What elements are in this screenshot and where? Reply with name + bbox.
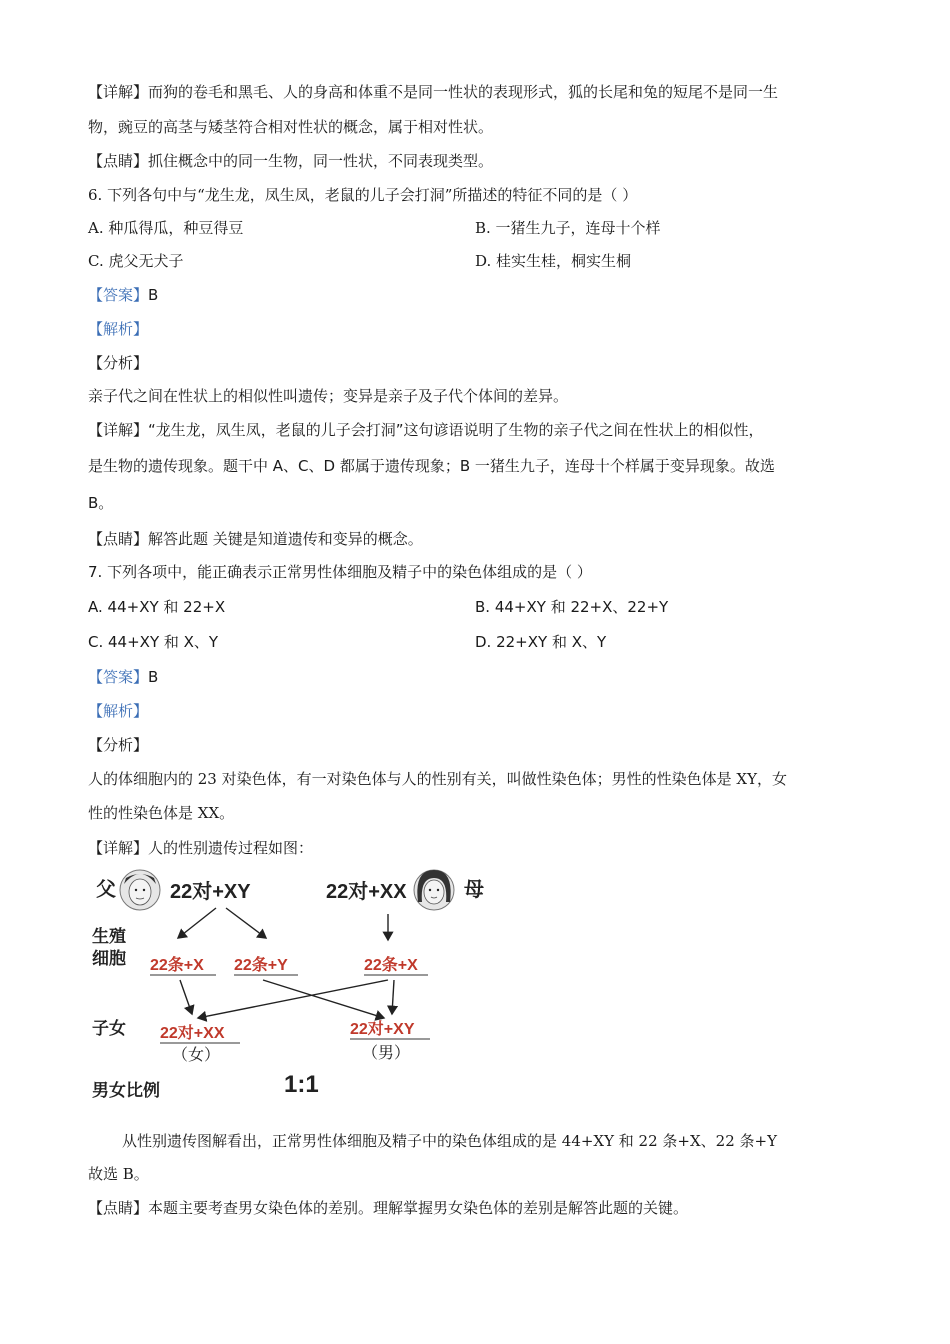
arrow-father-to-x [178, 908, 216, 938]
child-daughter-sex: （女） [172, 1047, 221, 1064]
mother-label: 母 [464, 879, 484, 901]
gamete-x-father: 22条+X [150, 957, 204, 974]
q7-option-a[interactable]: A. 44+XY 和 22+X [88, 598, 226, 616]
q6-detail-line-2: 是生物的遗传现象。题干中 A、C、D 都属于遗传现象；B 一猪生九子，连母十个样属于变异现象。故选 [88, 457, 775, 475]
detail-tag: 【详解】 [88, 83, 149, 101]
q7-analysis-tag: 【解析】 [88, 702, 149, 720]
row-label-ratio: 男女比例 [92, 1081, 160, 1100]
intro-detail-line-2: 物，豌豆的高茎与矮茎符合相对性状的概念，属于相对性状。 [88, 118, 494, 136]
q7-fenxi-line-1: 人的体细胞内的 23 对染色体，有一对染色体与人的性别有关，叫做性染色体；男性的性染色体是 XY，女 [88, 770, 787, 788]
gamete-x-mother: 22条+X [364, 957, 418, 974]
q7-fenxi-line-2: 性的性染色体是 XX。 [88, 804, 235, 822]
q6-fenxi-tag: 【分析】 [88, 354, 149, 372]
q7-conclusion: 从性别遗传图解看出，正常男性体细胞及精子中的染色体组成的是 44+XY 和 22 条+X、22 条+Y [122, 1132, 777, 1150]
father-avatar-icon [120, 870, 160, 910]
q7-option-c[interactable]: C. 44+XY 和 X、Y [88, 633, 219, 651]
q6-analysis-tag: 【解析】 [88, 320, 149, 338]
sex-inheritance-diagram [88, 862, 498, 1112]
gamete-y-father: 22条+Y [234, 957, 288, 974]
q6-fenxi-text: 亲子代之间在性状上的相似性叫遗传；变异是亲子及子代个体间的差异。 [88, 387, 569, 405]
intro-point: 【点睛】抓住概念中的同一生物，同一性状，不同表现类型。 [88, 152, 494, 170]
q7-option-b[interactable]: B. 44+XY 和 22+X、22+Y [475, 598, 669, 616]
q6-detail-line-3: B。 [88, 494, 114, 512]
q7-point: 【点睛】本题主要考查男女染色体的差别。理解掌握男女染色体的差别是解答此题的关键。 [88, 1199, 689, 1217]
child-daughter: 22对+XX [160, 1025, 225, 1042]
intro-detail-line-1: 【详解】而狗的卷毛和黑毛、人的身高和体重不是同一性状的表现形式，狐的长尾和兔的短尾不是同一生 [88, 83, 779, 101]
arrow-father-to-y [226, 908, 266, 938]
q6-point: 【点睛】解答此题 关键是知道遗传和变异的概念。 [88, 530, 423, 548]
arrow-fy-to-son [263, 980, 384, 1018]
arrow-mx-to-daughter [198, 980, 388, 1018]
q6-stem: 6. 下列各句中与“龙生龙，凤生凤，老鼠的儿子会打洞”所描述的特征不同的是（ ） [88, 186, 638, 204]
arrow-mx-to-son [392, 980, 394, 1014]
q7-detail: 【详解】人的性别遗传过程如图： [88, 839, 314, 857]
q7-fenxi-tag: 【分析】 [88, 736, 149, 754]
row-label-gamete-1: 生殖 [92, 927, 126, 946]
arrow-fx-to-daughter [180, 980, 192, 1014]
q6-detail-line-1: 【详解】“龙生龙，凤生凤，老鼠的儿子会打洞”这句谚语说明了生物的亲子代之间在性状上的相似性， [88, 421, 764, 439]
q7-answer: 【答案】B [88, 668, 159, 686]
q7-stem: 7. 下列各项中，能正确表示正常男性体细胞及精子中的染色体组成的是（ ） [88, 563, 592, 581]
q6-answer: 【答案】B [88, 286, 159, 304]
q7-option-d[interactable]: D. 22+XY 和 X、Y [475, 633, 607, 651]
sex-ratio: 1:1 [284, 1071, 319, 1098]
row-label-gamete-2: 细胞 [92, 949, 126, 968]
q7-guxuan: 故选 B。 [88, 1165, 149, 1183]
mother-chromosomes: 22对+XX [326, 881, 407, 903]
q6-option-a[interactable]: A. 种瓜得瓜，种豆得豆 [88, 219, 244, 237]
q6-option-b[interactable]: B. 一猪生九子，连母十个样 [475, 219, 661, 237]
father-chromosomes: 22对+XY [170, 881, 251, 903]
child-son: 22对+XY [350, 1021, 415, 1038]
row-label-children: 子女 [92, 1019, 126, 1038]
mother-avatar-icon [414, 870, 454, 910]
father-label: 父 [96, 879, 116, 901]
child-son-sex: （男） [362, 1045, 411, 1062]
q6-option-c[interactable]: C. 虎父无犬子 [88, 252, 184, 270]
q6-option-d[interactable]: D. 桂实生桂，桐实生桐 [475, 252, 632, 270]
